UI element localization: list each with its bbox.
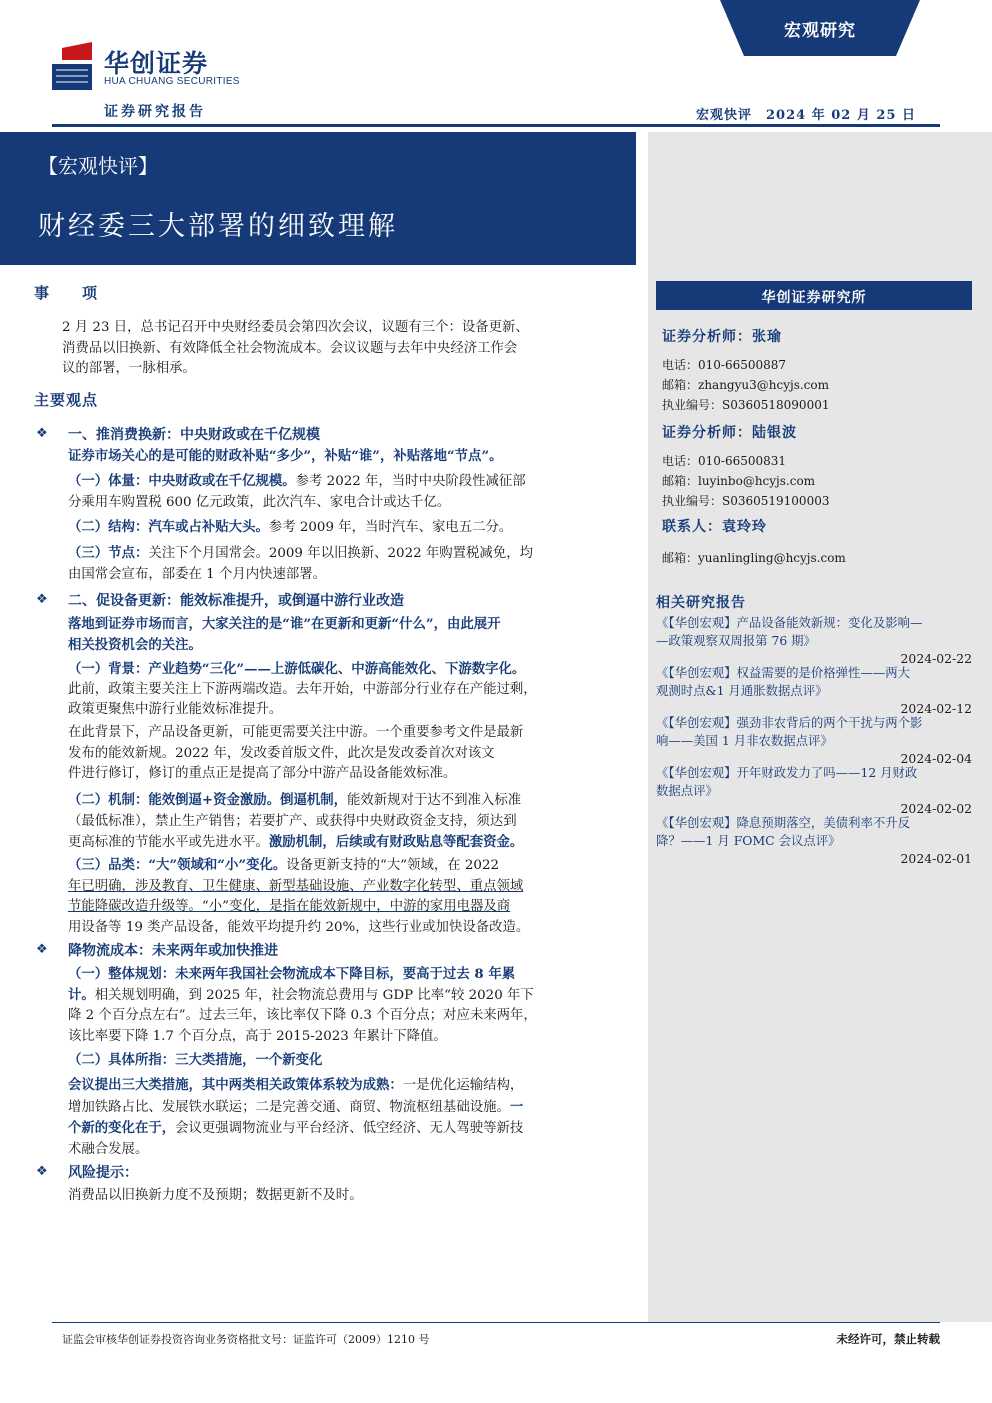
analyst-name: 证券分析师：张瑜 xyxy=(662,329,782,345)
text: 一是优化运输结构， xyxy=(402,1078,524,1093)
paragraph xyxy=(68,471,636,513)
text: 更高标准的节能水平或先进水平。 xyxy=(68,835,269,850)
report-date: 宏观快评 2024 年 02 月 25 日 xyxy=(696,108,916,123)
key-sentence xyxy=(68,614,636,655)
related-report[interactable] xyxy=(656,814,972,868)
paragraph xyxy=(68,543,636,585)
text-line: 2 月 23 日，总书记召开中央财经委员会第四次会议，议题有三个：设备更新、 xyxy=(62,320,529,335)
sub-heading: （三）节点： xyxy=(68,545,149,561)
key-sentence: 证券市场关心的是可能的财政补贴“多少”，补贴“谁”，补贴落地“节点”。 xyxy=(68,448,503,464)
risk-text: 消费品以旧换新力度不及预期；数据更新不及时。 xyxy=(68,1188,363,1203)
footer-license: 证监会审核华创证券投资咨询业务资格批文号：证监许可（2009）1210 号 xyxy=(62,1333,430,1346)
sub-heading: （一）背景：产业趋势“三化”——上游低碳化、中游高能效化、下游数字化。 xyxy=(68,661,526,677)
analyst-email[interactable]: 邮箱：zhangyu3@hcyjs.com xyxy=(662,378,830,392)
category-tag-label: 宏观研究 xyxy=(784,21,856,41)
related-report-title[interactable]: 数据点评》 xyxy=(656,783,718,798)
text-line: 节能降碳改造升级等。“小”变化，是指在能效新规中，中游的家用电器及商 xyxy=(68,899,511,914)
sub-heading: （一）整体规划：未来两年我国社会物流成本下降目标，要高于过去 8 年累 xyxy=(68,966,516,982)
paragraph xyxy=(68,964,636,1047)
analyst-phone: 电话：010-66500887 xyxy=(662,358,787,372)
logo-en-text: HUA CHUANG SECURITIES xyxy=(104,76,240,87)
related-report-title[interactable]: 《【华创宏观】产品设备能效新规：变化及影响— xyxy=(656,615,923,630)
paragraph xyxy=(68,855,636,938)
text: 能效新规对于达不到准入标准 xyxy=(347,793,522,808)
footer-notice: 未经许可，禁止转载 xyxy=(836,1332,940,1346)
diamond-bullet-icon: ❖ xyxy=(36,942,48,957)
emphasis: 个新的变化在于， xyxy=(68,1120,176,1136)
point-heading: 二、促设备更新：能效标准提升，或倒逼中游行业改造 xyxy=(68,593,404,609)
analyst-email[interactable]: 邮箱：luyinbo@hcyjs.com xyxy=(662,474,816,488)
related-report-title[interactable]: 响——美国 1 月非农数据点评》 xyxy=(656,733,833,748)
text: 关注下个月国常会。2009 年以旧换新、2022 年购置税减免，均 xyxy=(148,546,533,561)
text-line: 议的部署，一脉相承。 xyxy=(62,361,196,376)
emphasis: 一 xyxy=(509,1098,524,1115)
text: 相关规划明确，到 2025 年，社会物流总费用与 GDP 比率“较 2020 年下 xyxy=(94,987,534,1003)
contact-email[interactable]: 邮箱：yuanlingling@hcyjs.com xyxy=(662,551,846,565)
related-report-date: 2024-02-02 xyxy=(900,801,972,816)
related-report-date: 2024-02-01 xyxy=(900,851,972,866)
footer-divider xyxy=(52,1322,940,1323)
emphasis: 会议提出三大类措施，其中两类相关政策体系较为成熟： xyxy=(68,1077,403,1093)
text: 会议更强调物流业与平台经济、低空经济、无人驾驶等新技 xyxy=(175,1121,524,1136)
text-line: （最低标准），禁止生产销售；若要扩产、或获得中央财政资金支持，须达到 xyxy=(68,813,517,829)
event-paragraph xyxy=(62,318,632,380)
analyst-name: 证券分析师：陆银波 xyxy=(662,425,797,441)
logo-mark-icon xyxy=(52,42,96,90)
text-line: 发布的能效新规。2022 年，发改委首版文件，此次是发改委首次对该文 xyxy=(68,745,495,761)
company-logo xyxy=(52,42,242,92)
text-line: 此前，政策主要关注上下游两端改造。去年开始，中游部分行业存在产能过剩， xyxy=(68,681,537,697)
text: 增加铁路占比、发展铁水联运；二是完善交通、商贸、物流枢纽基础设施。 xyxy=(68,1099,510,1115)
text-line: 落地到证券市场而言，大家关注的是“谁”在更新和更新“什么”，由此展开 xyxy=(68,616,501,632)
sub-heading: （二）机制：能效倒逼+资金激励。倒逼机制， xyxy=(68,792,348,808)
text-line: 年已明确，涉及教育、卫生健康、新型基础设施、产业数字化转型、重点领域 xyxy=(68,878,524,894)
related-report-title[interactable]: —政策观察双周报第 76 期》 xyxy=(656,633,816,648)
point-heading: 风险提示： xyxy=(68,1165,138,1181)
text-line: 件进行修订，修订的重点正是提高了部分中游产品设备能效标准。 xyxy=(68,766,457,781)
related-report[interactable] xyxy=(656,664,972,718)
institute-bar xyxy=(656,281,972,310)
diamond-bullet-icon: ❖ xyxy=(36,426,48,441)
contact-person: 联系人：袁玲玲 xyxy=(662,519,767,535)
related-reports-heading: 相关研究报告 xyxy=(656,595,746,611)
page-title: 财经委三大部署的细致理解 xyxy=(38,211,398,242)
text-line: 在此背景下，产品设备更新，可能更需要关注中游。一个重要参考文件是最新 xyxy=(68,725,524,740)
sub-heading: （三）品类：“大”领域和“小”变化。 xyxy=(68,857,287,873)
paragraph xyxy=(68,659,636,721)
point-heading: 降物流成本：未来两年或加快推进 xyxy=(68,943,278,959)
analyst-license: 执业编号：S0360518090001 xyxy=(662,398,830,412)
sub-heading: （二）结构：汽车或占补贴大头。 xyxy=(68,519,269,535)
section-event-heading: 事 项 xyxy=(34,284,99,302)
section-views-heading: 主要观点 xyxy=(34,391,99,409)
title-banner xyxy=(0,132,636,265)
header-divider xyxy=(52,124,940,127)
text-line: 相关投资机会的关注。 xyxy=(68,636,202,653)
banner-subtitle: 【宏观快评】 xyxy=(38,154,158,178)
emphasis: 激励机制，后续或有财政贴息等配套资金。 xyxy=(268,834,524,850)
related-report-date: 2024-02-04 xyxy=(900,751,972,766)
analyst-license: 执业编号：S0360519100003 xyxy=(662,494,830,508)
related-report-title[interactable]: 《【华创宏观】降息预期落空，美债利率不升反 xyxy=(656,815,911,830)
text-line: 该比率要下降 1.7 个百分点，高于 2015-2023 年累计下降值。 xyxy=(68,1028,447,1044)
related-report-title[interactable]: 《【华创宏观】开年财政发力了吗——12 月财政 xyxy=(656,765,918,780)
related-report-title[interactable]: 降？——1 月 FOMC 会议点评》 xyxy=(656,833,841,848)
text: 参考 2009 年，当时汽车、家电五二分。 xyxy=(268,520,513,535)
institute-name: 华创证券研究所 xyxy=(761,290,867,306)
sub-heading: （一）体量：中央财政或在千亿规模。 xyxy=(68,473,296,489)
sub-heading: （二）具体所指：三大类措施，一个新变化 xyxy=(68,1052,323,1068)
related-report-date: 2024-02-22 xyxy=(900,651,972,666)
paragraph xyxy=(68,1075,636,1160)
analyst-phone: 电话：010-66500831 xyxy=(662,454,787,468)
point-heading: 一、推消费换新：中央财政或在千亿规模 xyxy=(68,427,320,443)
diamond-bullet-icon: ❖ xyxy=(36,1164,48,1179)
related-report[interactable] xyxy=(656,764,972,818)
paragraph xyxy=(68,723,636,785)
text-line: 消费品以旧换新、有效降低全社会物流成本。会议议题与去年中央经济工作会 xyxy=(62,340,518,356)
paragraph xyxy=(68,517,512,539)
text: 设备更新支持的“大”领域，在 2022 xyxy=(286,858,499,873)
related-report-date: 2024-02-12 xyxy=(900,701,972,716)
text-line: 用设备等 19 类产品设备，能效平均提升约 20%，这些行业或加快设备改造。 xyxy=(68,919,530,935)
related-report-title[interactable]: 观测时点&1 月通胀数据点评》 xyxy=(656,683,828,698)
text-line: 术融合发展。 xyxy=(68,1141,149,1157)
text-line: 降 2 个百分点左右”。过去三年，该比率仅下降 0.3 个百分点；对应未来两年， xyxy=(68,1008,537,1023)
report-kind: 证券研究报告 xyxy=(104,104,206,120)
diamond-bullet-icon: ❖ xyxy=(36,592,48,607)
related-report-title[interactable]: 《【华创宏观】权益需要的是价格弹性——两大 xyxy=(656,665,911,680)
related-report[interactable] xyxy=(656,714,972,768)
text-line: 由国常会宣布，部委在 1 个月内快速部署。 xyxy=(68,566,327,582)
sub-heading: 计。 xyxy=(68,986,95,1003)
paragraph xyxy=(68,790,636,854)
related-report[interactable] xyxy=(656,614,972,668)
related-report-title[interactable]: 《【华创宏观】强劲非农背后的两个干扰与两个影 xyxy=(656,715,923,730)
text-line: 分乘用车购置税 600 亿元政策，此次汽车、家电合计或达千亿。 xyxy=(68,494,451,510)
text-line: 政策更聚焦中游行业能效标准提升。 xyxy=(68,702,283,717)
category-tag xyxy=(720,0,920,56)
text: 参考 2022 年，当时中央阶段性减征部 xyxy=(295,474,526,489)
logo-cn-text: 华创证券 xyxy=(104,49,209,78)
